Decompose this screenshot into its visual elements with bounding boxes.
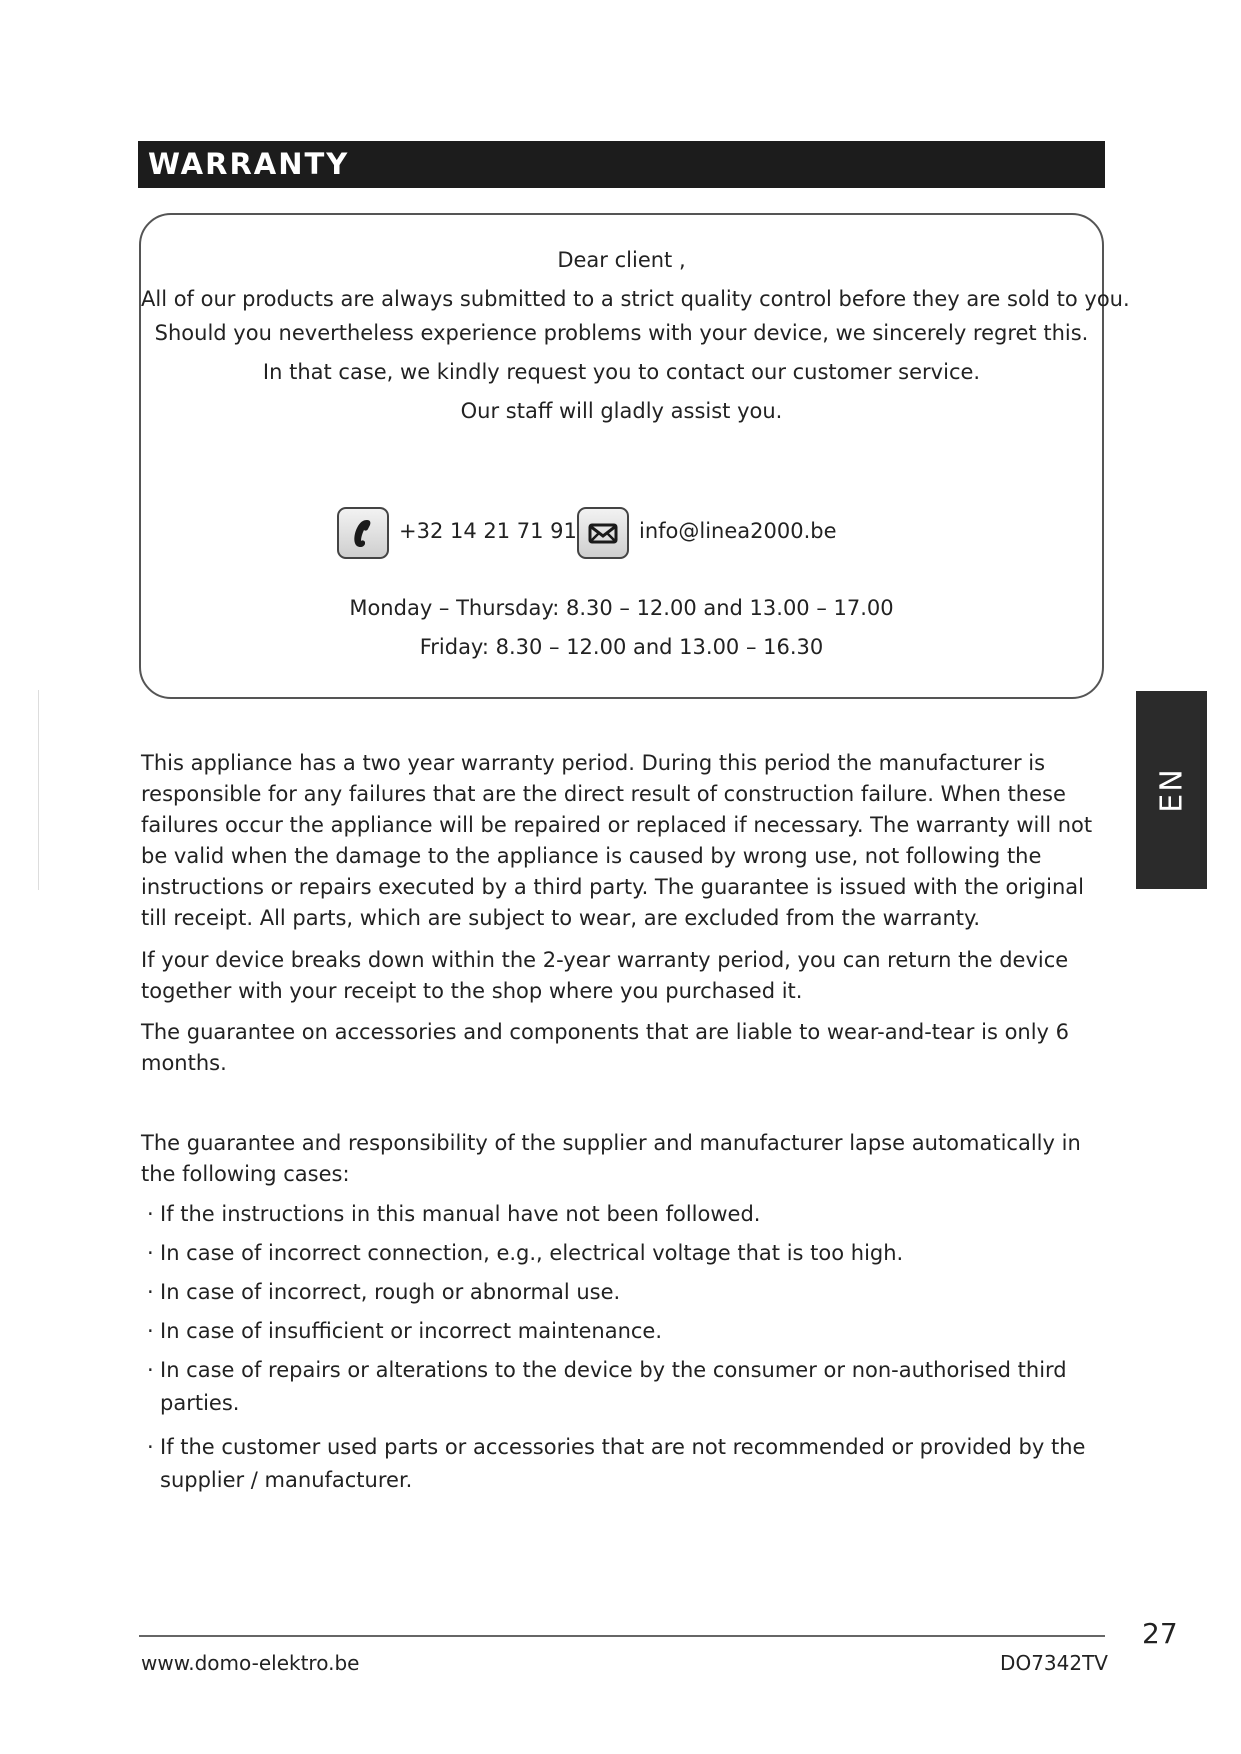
lapse-paragraph: The guarantee and responsibility of the supplier and manufacturer lapse automatically in the following cases: [141, 1131, 1081, 1186]
email-address: info@linea2000.be [639, 519, 837, 543]
list-item [147, 1315, 1087, 1348]
phone-icon [337, 507, 389, 559]
list-item-text: In case of repairs or alterations to the device by the consumer or non-authorised third parties. [160, 1358, 1067, 1415]
box-line-4: Our staff will gladly assist you. [460, 399, 783, 423]
bullet-marker: · [147, 1241, 154, 1265]
language-label: EN [1154, 767, 1189, 813]
phone-number: +32 14 21 71 91 [399, 519, 577, 543]
list-item-text: In case of incorrect connection, e.g., electrical voltage that is too high. [160, 1241, 904, 1265]
bullet-marker: · [147, 1435, 154, 1459]
footer-website: www.domo-elektro.be [141, 1651, 360, 1675]
footer-model: DO7342TV [1000, 1651, 1108, 1675]
page-title: WARRANTY [148, 147, 350, 181]
box-line-2: Should you nevertheless experience problems with your device, we sincerely regret this. [154, 321, 1089, 345]
list-item-text: If the customer used parts or accessories that are not recommended or provided by the supplier / manufacturer. [160, 1435, 1086, 1492]
contact-row [141, 507, 1102, 567]
greeting: Dear client , [557, 248, 686, 272]
margin-rule [38, 690, 39, 890]
bullet-marker: · [147, 1358, 154, 1382]
box-line-3: In that case, we kindly request you to contact our customer service. [262, 360, 981, 384]
section-header-bar [138, 141, 1105, 188]
hours-friday: Friday: 8.30 – 12.00 and 13.00 – 16.30 [419, 635, 824, 659]
list-item-text: In case of insufficient or incorrect maintenance. [160, 1319, 663, 1343]
list-item [147, 1354, 1087, 1420]
list-item [147, 1237, 1087, 1270]
language-tab [1136, 691, 1207, 889]
hours-weekdays: Monday – Thursday: 8.30 – 12.00 and 13.00 – 17.00 [349, 596, 894, 620]
box-line-1: All of our products are always submitted to a strict quality control before they are sold to you. [141, 287, 1130, 311]
warranty-paragraph: This appliance has a two year warranty period. During this period the manufacturer is responsible for any failures that are the direct result of construction failure. When these failures occur the appliance will be repaired or replaced if necessary. The warranty will not be valid when the damage to the appliance is caused by wrong use, not following the instructions or repairs executed by a third party. The guarantee is issued with the original till receipt. All parts, which are subject to wear, are excluded from the warranty. [141, 751, 1093, 930]
bullet-marker: · [147, 1280, 154, 1304]
envelope-icon [577, 507, 629, 559]
list-item-text: If the instructions in this manual have not been followed. [160, 1202, 761, 1226]
list-item [147, 1276, 1087, 1309]
return-paragraph: If your device breaks down within the 2-year warranty period, you can return the device together with your receipt to the shop where you purchased it. [141, 948, 1069, 1003]
bullet-marker: · [147, 1202, 154, 1226]
list-item [147, 1198, 1087, 1231]
list-item [147, 1431, 1087, 1497]
bullet-marker: · [147, 1319, 154, 1343]
accessories-paragraph: The guarantee on accessories and components that are liable to wear-and-tear is only 6 months. [141, 1020, 1070, 1075]
list-item-text: In case of incorrect, rough or abnormal use. [160, 1280, 621, 1304]
page-number: 27 [1142, 1617, 1178, 1650]
customer-service-box [139, 213, 1130, 699]
footer-divider [139, 1635, 1105, 1637]
